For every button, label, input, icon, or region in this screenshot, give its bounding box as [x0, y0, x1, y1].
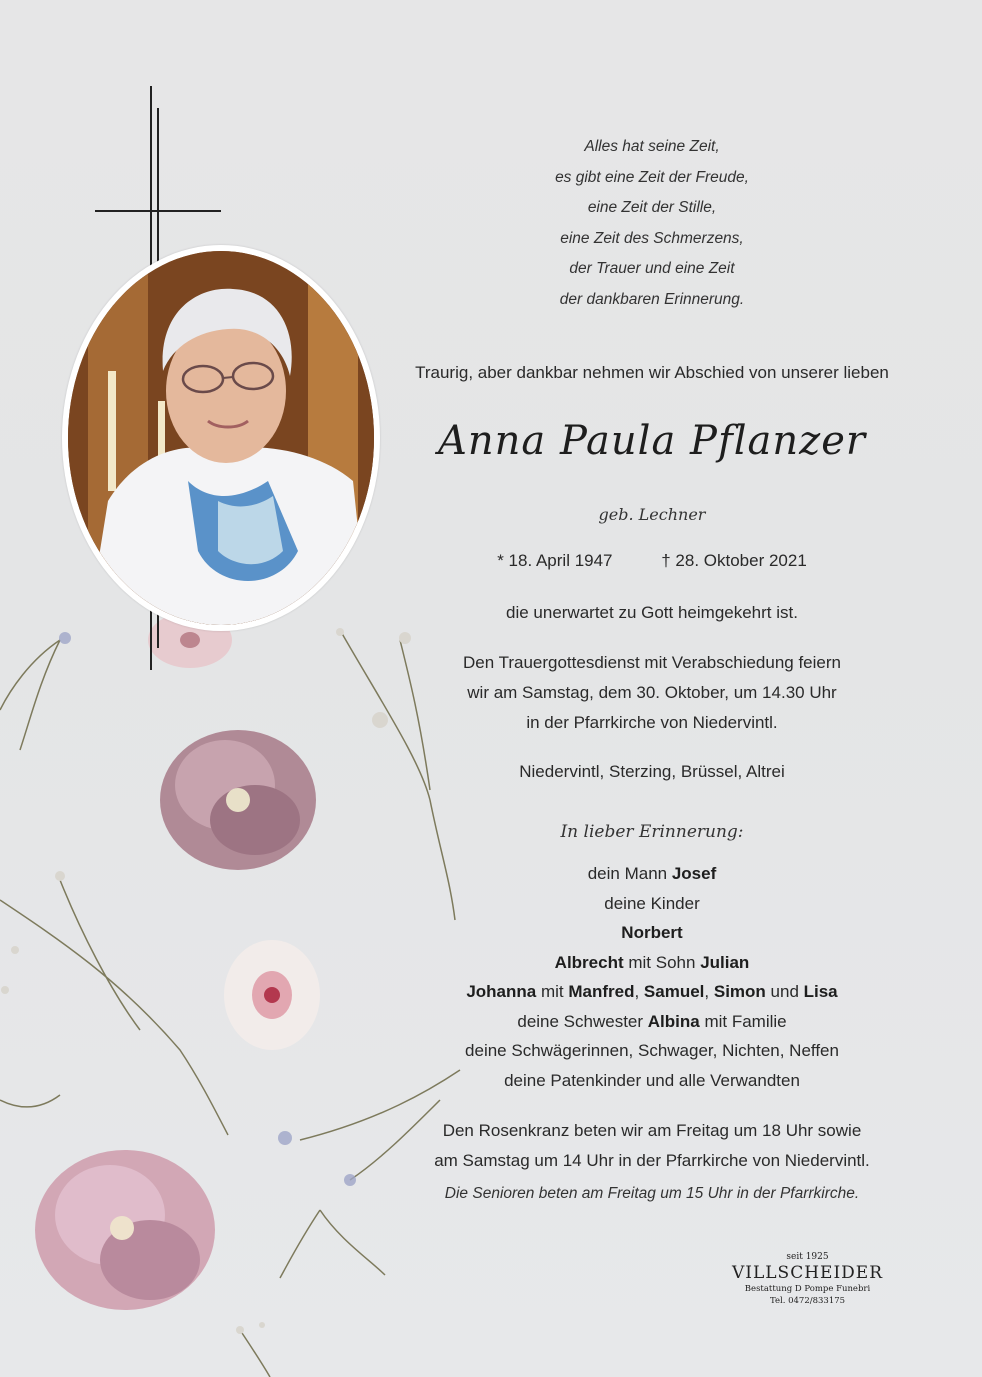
- family-line-sister: [392, 1007, 912, 1037]
- family-text: dein Mann: [587, 864, 672, 883]
- rosary-info: [392, 1116, 912, 1176]
- logo-since: seit 1925: [786, 1252, 829, 1262]
- portrait-photo: [68, 251, 374, 625]
- family-line-in-laws: deine Schwägerinnen, Schwager, Nichten, Neffen: [465, 1041, 839, 1060]
- family-member-name: Simon: [713, 982, 766, 1001]
- poem-line: es gibt eine Zeit der Freude,: [555, 168, 749, 186]
- poem-line: eine Zeit des Schmerzens,: [560, 229, 744, 247]
- family-text: mit Familie: [699, 1011, 787, 1031]
- life-dates: [392, 551, 912, 571]
- family-text: und: [765, 982, 804, 1001]
- family-line-husband: [392, 859, 912, 889]
- cross-horizontal-line: [95, 210, 221, 212]
- family-line-child-1: [392, 918, 912, 948]
- rosary-line: Den Rosenkranz beten wir am Freitag um 18 Uhr sowie: [442, 1121, 862, 1140]
- family-text: ,: [634, 982, 644, 1001]
- family-line-child-3: [392, 977, 912, 1007]
- portrait-illustration: [68, 251, 374, 625]
- poem: [392, 132, 912, 315]
- family-text: mit Sohn: [623, 952, 701, 972]
- seniors-info: Die Senioren beten am Freitag um 15 Uhr in der Pfarrkirche.: [444, 1185, 860, 1202]
- logo-subtitle: Bestattung D Pompe Funebri: [744, 1284, 871, 1294]
- family-member-name: Norbert: [621, 923, 683, 942]
- returned-text: die unerwartet zu Gott heimgekehrt ist.: [506, 603, 798, 622]
- family-line-children: deine Kinder: [604, 893, 700, 913]
- birth-name: geb. Lechner: [598, 505, 706, 524]
- family-member-name: Lisa: [803, 982, 838, 1001]
- intro-text: Traurig, aber dankbar nehmen wir Abschied von unserer lieben: [415, 363, 889, 382]
- poem-line: der Trauer und eine Zeit: [569, 260, 735, 277]
- family-member-name: Albina: [647, 1011, 700, 1031]
- poem-line: der dankbaren Erinnerung.: [559, 290, 745, 308]
- service-info: [392, 648, 912, 738]
- logo-phone: Tel. 0472/833175: [769, 1296, 846, 1306]
- family-member-name: Samuel: [643, 982, 705, 1001]
- family-line-child-2: [392, 948, 912, 978]
- family-text: ,: [704, 982, 714, 1001]
- service-line: in der Pfarrkirche von Niedervintl.: [526, 713, 778, 732]
- poem-line: Alles hat seine Zeit,: [584, 138, 720, 155]
- service-line: wir am Samstag, dem 30. Oktober, um 14.30 Uhr: [467, 683, 837, 702]
- funeral-home-logo: [730, 1252, 885, 1307]
- rosary-line: am Samstag um 14 Uhr in der Pfarrkirche von Niedervintl.: [434, 1151, 870, 1170]
- places: Niedervintl, Sterzing, Brüssel, Altrei: [519, 762, 785, 781]
- birth-date: * 18. April 1947: [497, 551, 613, 570]
- deceased-name: Anna Paula Pflanzer: [437, 418, 867, 464]
- family-member-name: Josef: [671, 864, 717, 883]
- family-line-relatives: deine Patenkinder und alle Verwandten: [504, 1070, 800, 1090]
- family-member-name: Albrecht: [554, 952, 624, 972]
- family-text: mit: [536, 982, 569, 1001]
- family-text: deine Schwester: [517, 1011, 648, 1031]
- family-member-name: Manfred: [568, 982, 635, 1001]
- family-list: [392, 859, 912, 1095]
- service-line: Den Trauergottesdienst mit Verabschiedung feiern: [462, 653, 841, 672]
- memory-title: In lieber Erinnerung:: [560, 822, 744, 842]
- death-date: † 28. Oktober 2021: [661, 551, 807, 570]
- logo-brand: VILLSCHEIDER: [731, 1263, 883, 1283]
- family-member-name: Johanna: [466, 982, 537, 1001]
- family-member-name: Julian: [700, 952, 750, 972]
- poem-line: eine Zeit der Stille,: [587, 199, 717, 216]
